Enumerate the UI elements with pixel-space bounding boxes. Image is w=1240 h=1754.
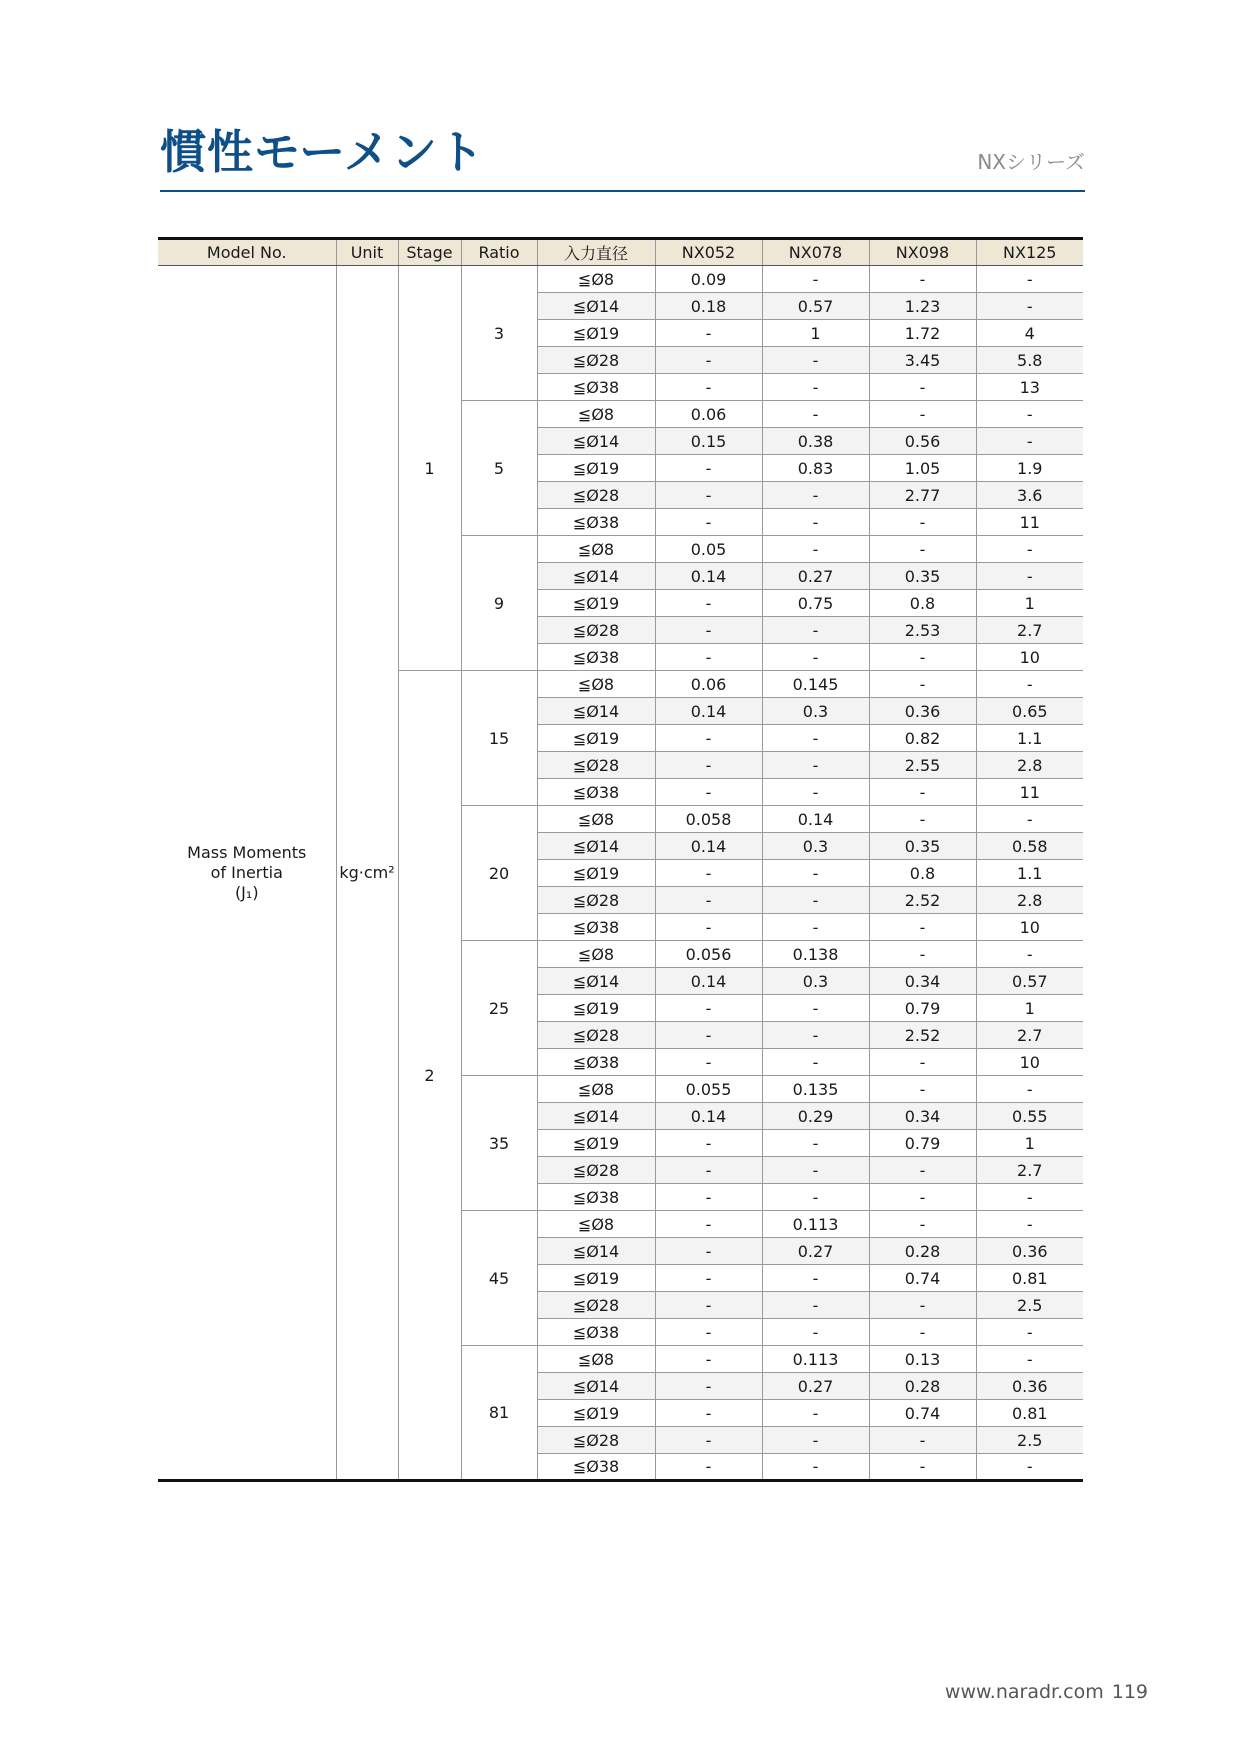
value-cell: -: [869, 644, 976, 671]
value-cell: 1: [976, 1130, 1083, 1157]
value-cell: -: [762, 725, 869, 752]
col-header-nx098: NX098: [869, 239, 976, 266]
diameter-cell: ≦Ø14: [537, 1373, 655, 1400]
value-cell: -: [655, 1022, 762, 1049]
value-cell: -: [762, 1319, 869, 1346]
value-cell: 0.145: [762, 671, 869, 698]
diameter-cell: ≦Ø14: [537, 563, 655, 590]
value-cell: 1: [762, 320, 869, 347]
value-cell: 0.36: [869, 698, 976, 725]
value-cell: -: [762, 860, 869, 887]
value-cell: 0.29: [762, 1103, 869, 1130]
value-cell: -: [655, 617, 762, 644]
diameter-cell: ≦Ø8: [537, 806, 655, 833]
diameter-cell: ≦Ø8: [537, 1346, 655, 1373]
value-cell: 0.34: [869, 1103, 976, 1130]
value-cell: -: [655, 1130, 762, 1157]
value-cell: 0.57: [762, 293, 869, 320]
model-label-line: (J₁): [234, 882, 259, 902]
ratio-cell: 9: [461, 536, 537, 671]
value-cell: 0.09: [655, 266, 762, 293]
stage-cell: 2: [398, 671, 461, 1481]
value-cell: 0.18: [655, 293, 762, 320]
value-cell: 2.7: [976, 617, 1083, 644]
value-cell: -: [976, 1211, 1083, 1238]
value-cell: 0.81: [976, 1265, 1083, 1292]
value-cell: -: [762, 1454, 869, 1481]
value-cell: -: [655, 590, 762, 617]
ratio-cell: 15: [461, 671, 537, 806]
diameter-cell: ≦Ø19: [537, 1130, 655, 1157]
value-cell: -: [869, 536, 976, 563]
diameter-cell: ≦Ø14: [537, 293, 655, 320]
value-cell: -: [976, 941, 1083, 968]
value-cell: 0.83: [762, 455, 869, 482]
diameter-cell: ≦Ø38: [537, 644, 655, 671]
col-header-model: Model No.: [158, 239, 336, 266]
value-cell: 4: [976, 320, 1083, 347]
title-divider: [160, 190, 1085, 192]
value-cell: 0.65: [976, 698, 1083, 725]
value-cell: 0.135: [762, 1076, 869, 1103]
col-header-nx125: NX125: [976, 239, 1083, 266]
ratio-cell: 45: [461, 1211, 537, 1346]
ratio-cell: 5: [461, 401, 537, 536]
diameter-cell: ≦Ø28: [537, 1292, 655, 1319]
value-cell: -: [762, 1292, 869, 1319]
value-cell: 2.5: [976, 1292, 1083, 1319]
value-cell: 0.34: [869, 968, 976, 995]
col-header-nx078: NX078: [762, 239, 869, 266]
value-cell: -: [762, 401, 869, 428]
value-cell: 0.56: [869, 428, 976, 455]
value-cell: -: [976, 1454, 1083, 1481]
ratio-cell: 3: [461, 266, 537, 401]
value-cell: 2.52: [869, 887, 976, 914]
value-cell: 0.27: [762, 563, 869, 590]
value-cell: 0.38: [762, 428, 869, 455]
value-cell: 0.3: [762, 968, 869, 995]
diameter-cell: ≦Ø38: [537, 509, 655, 536]
value-cell: 1.72: [869, 320, 976, 347]
value-cell: 2.8: [976, 752, 1083, 779]
diameter-cell: ≦Ø28: [537, 752, 655, 779]
value-cell: -: [762, 1184, 869, 1211]
value-cell: 0.3: [762, 833, 869, 860]
diameter-cell: ≦Ø14: [537, 428, 655, 455]
value-cell: -: [655, 914, 762, 941]
diameter-cell: ≦Ø8: [537, 671, 655, 698]
value-cell: -: [655, 1265, 762, 1292]
page-number: 119: [1111, 1681, 1148, 1703]
value-cell: 0.79: [869, 995, 976, 1022]
diameter-cell: ≦Ø19: [537, 725, 655, 752]
diameter-cell: ≦Ø19: [537, 995, 655, 1022]
diameter-cell: ≦Ø28: [537, 617, 655, 644]
value-cell: -: [655, 509, 762, 536]
value-cell: -: [655, 752, 762, 779]
value-cell: 0.3: [762, 698, 869, 725]
value-cell: 1.05: [869, 455, 976, 482]
value-cell: -: [655, 887, 762, 914]
value-cell: -: [762, 536, 869, 563]
value-cell: 2.5: [976, 1427, 1083, 1454]
value-cell: -: [655, 482, 762, 509]
value-cell: 0.82: [869, 725, 976, 752]
value-cell: -: [655, 1292, 762, 1319]
value-cell: -: [655, 1049, 762, 1076]
value-cell: -: [976, 563, 1083, 590]
value-cell: 0.06: [655, 401, 762, 428]
value-cell: -: [869, 266, 976, 293]
value-cell: -: [869, 1319, 976, 1346]
value-cell: -: [655, 320, 762, 347]
value-cell: 0.35: [869, 563, 976, 590]
diameter-cell: ≦Ø8: [537, 401, 655, 428]
value-cell: -: [976, 671, 1083, 698]
value-cell: -: [869, 1427, 976, 1454]
value-cell: -: [655, 725, 762, 752]
value-cell: -: [762, 779, 869, 806]
value-cell: -: [762, 509, 869, 536]
value-cell: -: [869, 779, 976, 806]
value-cell: -: [869, 941, 976, 968]
diameter-cell: ≦Ø38: [537, 1049, 655, 1076]
value-cell: 0.138: [762, 941, 869, 968]
value-cell: -: [869, 671, 976, 698]
diameter-cell: ≦Ø28: [537, 1157, 655, 1184]
value-cell: 0.06: [655, 671, 762, 698]
diameter-cell: ≦Ø38: [537, 1319, 655, 1346]
value-cell: -: [976, 401, 1083, 428]
value-cell: -: [762, 617, 869, 644]
value-cell: 11: [976, 779, 1083, 806]
value-cell: -: [655, 644, 762, 671]
page-footer: [937, 1681, 1148, 1703]
model-label-line: Mass Moments: [187, 842, 307, 862]
value-cell: 0.055: [655, 1076, 762, 1103]
model-label-cell: [158, 266, 336, 1481]
diameter-cell: ≦Ø19: [537, 1400, 655, 1427]
value-cell: 10: [976, 914, 1083, 941]
diameter-cell: ≦Ø8: [537, 536, 655, 563]
value-cell: 0.14: [655, 1103, 762, 1130]
diameter-cell: ≦Ø38: [537, 779, 655, 806]
diameter-cell: ≦Ø14: [537, 833, 655, 860]
value-cell: 0.28: [869, 1238, 976, 1265]
value-cell: 1.1: [976, 860, 1083, 887]
value-cell: 0.36: [976, 1238, 1083, 1265]
value-cell: -: [976, 1319, 1083, 1346]
value-cell: 0.55: [976, 1103, 1083, 1130]
value-cell: -: [869, 374, 976, 401]
value-cell: 2.55: [869, 752, 976, 779]
value-cell: -: [976, 1184, 1083, 1211]
value-cell: -: [762, 644, 869, 671]
value-cell: -: [869, 1076, 976, 1103]
diameter-cell: ≦Ø38: [537, 1184, 655, 1211]
value-cell: 0.14: [762, 806, 869, 833]
value-cell: 0.27: [762, 1373, 869, 1400]
value-cell: 0.14: [655, 563, 762, 590]
unit-cell: kg·cm²: [336, 266, 398, 1481]
value-cell: -: [976, 806, 1083, 833]
value-cell: -: [976, 266, 1083, 293]
value-cell: -: [762, 347, 869, 374]
value-cell: -: [869, 1454, 976, 1481]
value-cell: 0.74: [869, 1265, 976, 1292]
ratio-cell: 35: [461, 1076, 537, 1211]
value-cell: 2.7: [976, 1022, 1083, 1049]
value-cell: 10: [976, 644, 1083, 671]
value-cell: 2.52: [869, 1022, 976, 1049]
table-row: [158, 266, 1083, 293]
value-cell: 0.056: [655, 941, 762, 968]
diameter-cell: ≦Ø38: [537, 374, 655, 401]
value-cell: 5.8: [976, 347, 1083, 374]
value-cell: 1.9: [976, 455, 1083, 482]
value-cell: -: [976, 1346, 1083, 1373]
value-cell: -: [762, 1022, 869, 1049]
value-cell: 3.6: [976, 482, 1083, 509]
value-cell: 0.35: [869, 833, 976, 860]
col-header-input-diameter: 入力直径: [537, 239, 655, 266]
value-cell: -: [762, 1427, 869, 1454]
diameter-cell: ≦Ø19: [537, 590, 655, 617]
diameter-cell: ≦Ø19: [537, 1265, 655, 1292]
value-cell: 0.8: [869, 860, 976, 887]
diameter-cell: ≦Ø14: [537, 1103, 655, 1130]
value-cell: -: [869, 401, 976, 428]
table-body: [158, 266, 1083, 1481]
value-cell: 0.27: [762, 1238, 869, 1265]
value-cell: -: [655, 1427, 762, 1454]
diameter-cell: ≦Ø14: [537, 968, 655, 995]
diameter-cell: ≦Ø8: [537, 1211, 655, 1238]
value-cell: -: [655, 1373, 762, 1400]
footer-url: www.naradr.com: [944, 1681, 1104, 1703]
value-cell: -: [655, 995, 762, 1022]
value-cell: -: [655, 1184, 762, 1211]
value-cell: -: [655, 1319, 762, 1346]
col-header-unit: Unit: [336, 239, 398, 266]
ratio-cell: 81: [461, 1346, 537, 1481]
diameter-cell: ≦Ø19: [537, 455, 655, 482]
value-cell: -: [869, 914, 976, 941]
value-cell: 0.58: [976, 833, 1083, 860]
value-cell: -: [655, 1157, 762, 1184]
value-cell: -: [869, 1184, 976, 1211]
value-cell: 0.75: [762, 590, 869, 617]
value-cell: -: [655, 860, 762, 887]
value-cell: -: [655, 1238, 762, 1265]
value-cell: -: [762, 482, 869, 509]
table-header-row: [158, 239, 1083, 266]
value-cell: -: [762, 887, 869, 914]
value-cell: -: [655, 1454, 762, 1481]
value-cell: 0.13: [869, 1346, 976, 1373]
value-cell: 1.1: [976, 725, 1083, 752]
value-cell: 2.77: [869, 482, 976, 509]
diameter-cell: ≦Ø38: [537, 1454, 655, 1481]
value-cell: -: [762, 1265, 869, 1292]
diameter-cell: ≦Ø14: [537, 1238, 655, 1265]
stage-cell: 1: [398, 266, 461, 671]
value-cell: -: [869, 1157, 976, 1184]
value-cell: -: [869, 1049, 976, 1076]
value-cell: -: [655, 347, 762, 374]
value-cell: 1.23: [869, 293, 976, 320]
value-cell: 2.53: [869, 617, 976, 644]
value-cell: 0.113: [762, 1346, 869, 1373]
diameter-cell: ≦Ø19: [537, 860, 655, 887]
value-cell: -: [655, 374, 762, 401]
value-cell: -: [869, 1292, 976, 1319]
value-cell: 2.7: [976, 1157, 1083, 1184]
value-cell: -: [762, 1130, 869, 1157]
value-cell: -: [762, 374, 869, 401]
value-cell: 0.14: [655, 698, 762, 725]
inertia-table: [158, 237, 1083, 1482]
value-cell: -: [762, 1400, 869, 1427]
value-cell: -: [976, 536, 1083, 563]
value-cell: 0.74: [869, 1400, 976, 1427]
value-cell: -: [762, 752, 869, 779]
value-cell: 0.15: [655, 428, 762, 455]
diameter-cell: ≦Ø14: [537, 698, 655, 725]
value-cell: 1: [976, 590, 1083, 617]
diameter-cell: ≦Ø28: [537, 1427, 655, 1454]
diameter-cell: ≦Ø19: [537, 320, 655, 347]
col-header-stage: Stage: [398, 239, 461, 266]
ratio-cell: 20: [461, 806, 537, 941]
value-cell: 3.45: [869, 347, 976, 374]
value-cell: 2.8: [976, 887, 1083, 914]
value-cell: -: [762, 266, 869, 293]
value-cell: 0.14: [655, 968, 762, 995]
value-cell: 10: [976, 1049, 1083, 1076]
diameter-cell: ≦Ø8: [537, 941, 655, 968]
col-header-ratio: Ratio: [461, 239, 537, 266]
value-cell: 0.05: [655, 536, 762, 563]
diameter-cell: ≦Ø28: [537, 887, 655, 914]
value-cell: 13: [976, 374, 1083, 401]
diameter-cell: ≦Ø8: [537, 266, 655, 293]
value-cell: -: [869, 1211, 976, 1238]
value-cell: -: [976, 1076, 1083, 1103]
diameter-cell: ≦Ø28: [537, 1022, 655, 1049]
ratio-cell: 25: [461, 941, 537, 1076]
diameter-cell: ≦Ø28: [537, 347, 655, 374]
value-cell: -: [655, 779, 762, 806]
value-cell: 0.8: [869, 590, 976, 617]
value-cell: 0.058: [655, 806, 762, 833]
value-cell: 0.57: [976, 968, 1083, 995]
value-cell: -: [976, 428, 1083, 455]
value-cell: 0.36: [976, 1373, 1083, 1400]
value-cell: 0.79: [869, 1130, 976, 1157]
page-title: 慣性モーメント: [160, 125, 485, 179]
col-header-nx052: NX052: [655, 239, 762, 266]
diameter-cell: ≦Ø38: [537, 914, 655, 941]
value-cell: 11: [976, 509, 1083, 536]
model-label-line: of Inertia: [210, 862, 283, 882]
value-cell: -: [762, 1049, 869, 1076]
value-cell: -: [655, 1400, 762, 1427]
value-cell: -: [655, 455, 762, 482]
value-cell: -: [655, 1211, 762, 1238]
value-cell: -: [976, 293, 1083, 320]
value-cell: 0.81: [976, 1400, 1083, 1427]
diameter-cell: ≦Ø28: [537, 482, 655, 509]
series-label: NXシリーズ: [977, 150, 1085, 174]
value-cell: 0.28: [869, 1373, 976, 1400]
value-cell: -: [762, 914, 869, 941]
value-cell: 0.14: [655, 833, 762, 860]
value-cell: 1: [976, 995, 1083, 1022]
value-cell: -: [869, 806, 976, 833]
value-cell: -: [762, 995, 869, 1022]
diameter-cell: ≦Ø8: [537, 1076, 655, 1103]
value-cell: 0.113: [762, 1211, 869, 1238]
value-cell: -: [762, 1157, 869, 1184]
value-cell: -: [655, 1346, 762, 1373]
value-cell: -: [869, 509, 976, 536]
